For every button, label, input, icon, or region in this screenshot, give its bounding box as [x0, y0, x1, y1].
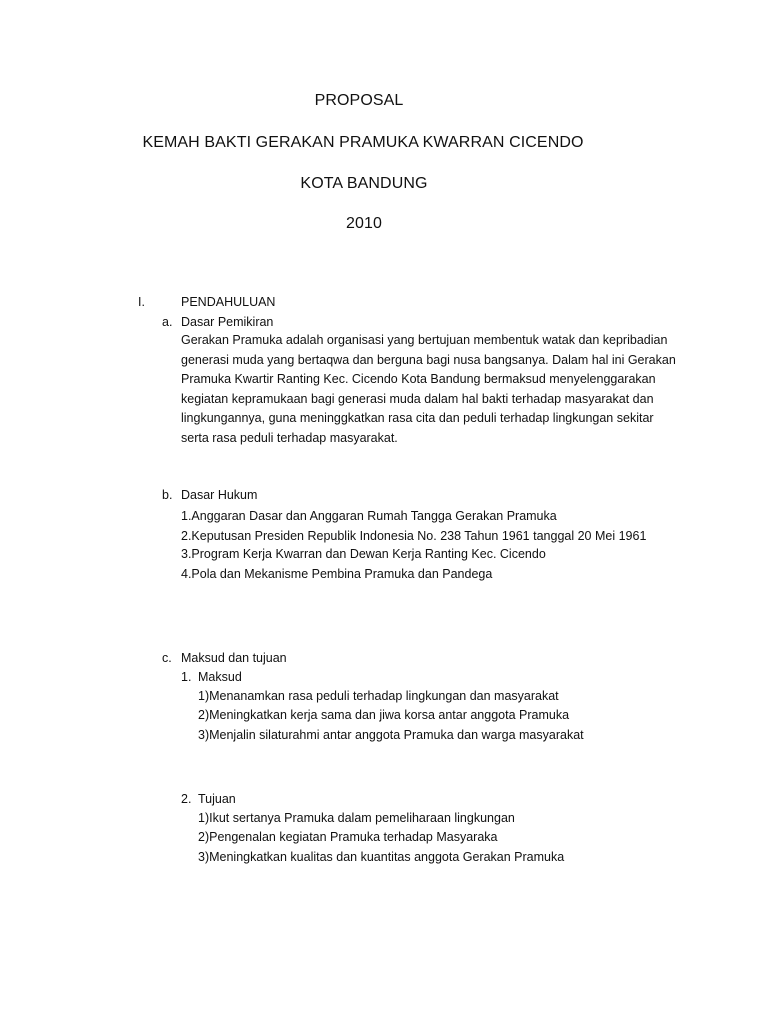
paragraph-line: lingkungannya, guna meninggkatkan rasa cita dan peduli terhadap lingkungan sekitar: [181, 411, 654, 425]
list-item: 2)Pengenalan kegiatan Pramuka terhadap Masyaraka: [198, 830, 498, 844]
dasar-pemikiran-paragraph: [181, 331, 676, 448]
tujuan-number: 2.: [181, 792, 192, 806]
paragraph-line: serta rasa peduli terhadap masyarakat.: [181, 430, 398, 445]
subsection-a-title: Dasar Pemikiran: [181, 315, 274, 329]
proposal-city: KOTA BANDUNG: [300, 175, 428, 192]
list-item: 1)Menanamkan rasa peduli terhadap lingkungan dan masyarakat: [198, 689, 559, 703]
proposal-year: 2010: [346, 215, 382, 232]
section-number: I.: [138, 295, 145, 309]
list-item: 1)Ikut sertanya Pramuka dalam pemeliharaan lingkungan: [198, 811, 515, 825]
list-item: 2)Meningkatkan kerja sama dan jiwa korsa antar anggota Pramuka: [198, 708, 570, 722]
subsection-b-title: Dasar Hukum: [181, 488, 258, 502]
maksud-title: Maksud: [198, 670, 242, 684]
paragraph-line: generasi muda yang bertaqwa dan berguna bagi nusa bangsanya. Dalam hal ini Gerakan: [181, 352, 676, 367]
list-item: 2.Keputusan Presiden Republik Indonesia No. 238 Tahun 1961 tanggal 20 Mei 1961: [181, 529, 647, 543]
list-item: 3)Menjalin silaturahmi antar anggota Pramuka dan warga masyarakat: [198, 728, 584, 742]
paragraph-line: Gerakan Pramuka adalah organisasi yang bertujuan membentuk watak dan kepribadian: [181, 333, 668, 347]
list-item: 3.Program Kerja Kwarran dan Dewan Kerja Ranting Kec. Cicendo: [181, 547, 546, 561]
list-item: 3)Meningkatkan kualitas dan kuantitas anggota Gerakan Pramuka: [198, 850, 565, 864]
tujuan-title: Tujuan: [198, 792, 236, 806]
subsection-a-letter: a.: [162, 315, 173, 329]
list-item: 4.Pola dan Mekanisme Pembina Pramuka dan Pandega: [181, 567, 493, 581]
subsection-c-title: Maksud dan tujuan: [181, 651, 287, 665]
subsection-c-letter: c.: [162, 651, 172, 665]
paragraph-line: Pramuka Kwartir Ranting Kec. Cicendo Kota Bandung bermaksud menyelenggarakan: [181, 372, 656, 386]
maksud-number: 1.: [181, 670, 192, 684]
subsection-b-letter: b.: [162, 488, 173, 502]
proposal-title: PROPOSAL: [314, 92, 404, 109]
paragraph-line: kegiatan kepramukaan bagi generasi muda dalam hal bakti terhadap masyarakat dan: [181, 391, 654, 406]
proposal-subtitle: KEMAH BAKTI GERAKAN PRAMUKA KWARRAN CICENDO: [142, 134, 584, 151]
list-item: 1.Anggaran Dasar dan Anggaran Rumah Tangga Gerakan Pramuka: [181, 509, 557, 523]
section-title: PENDAHULUAN: [181, 295, 276, 309]
